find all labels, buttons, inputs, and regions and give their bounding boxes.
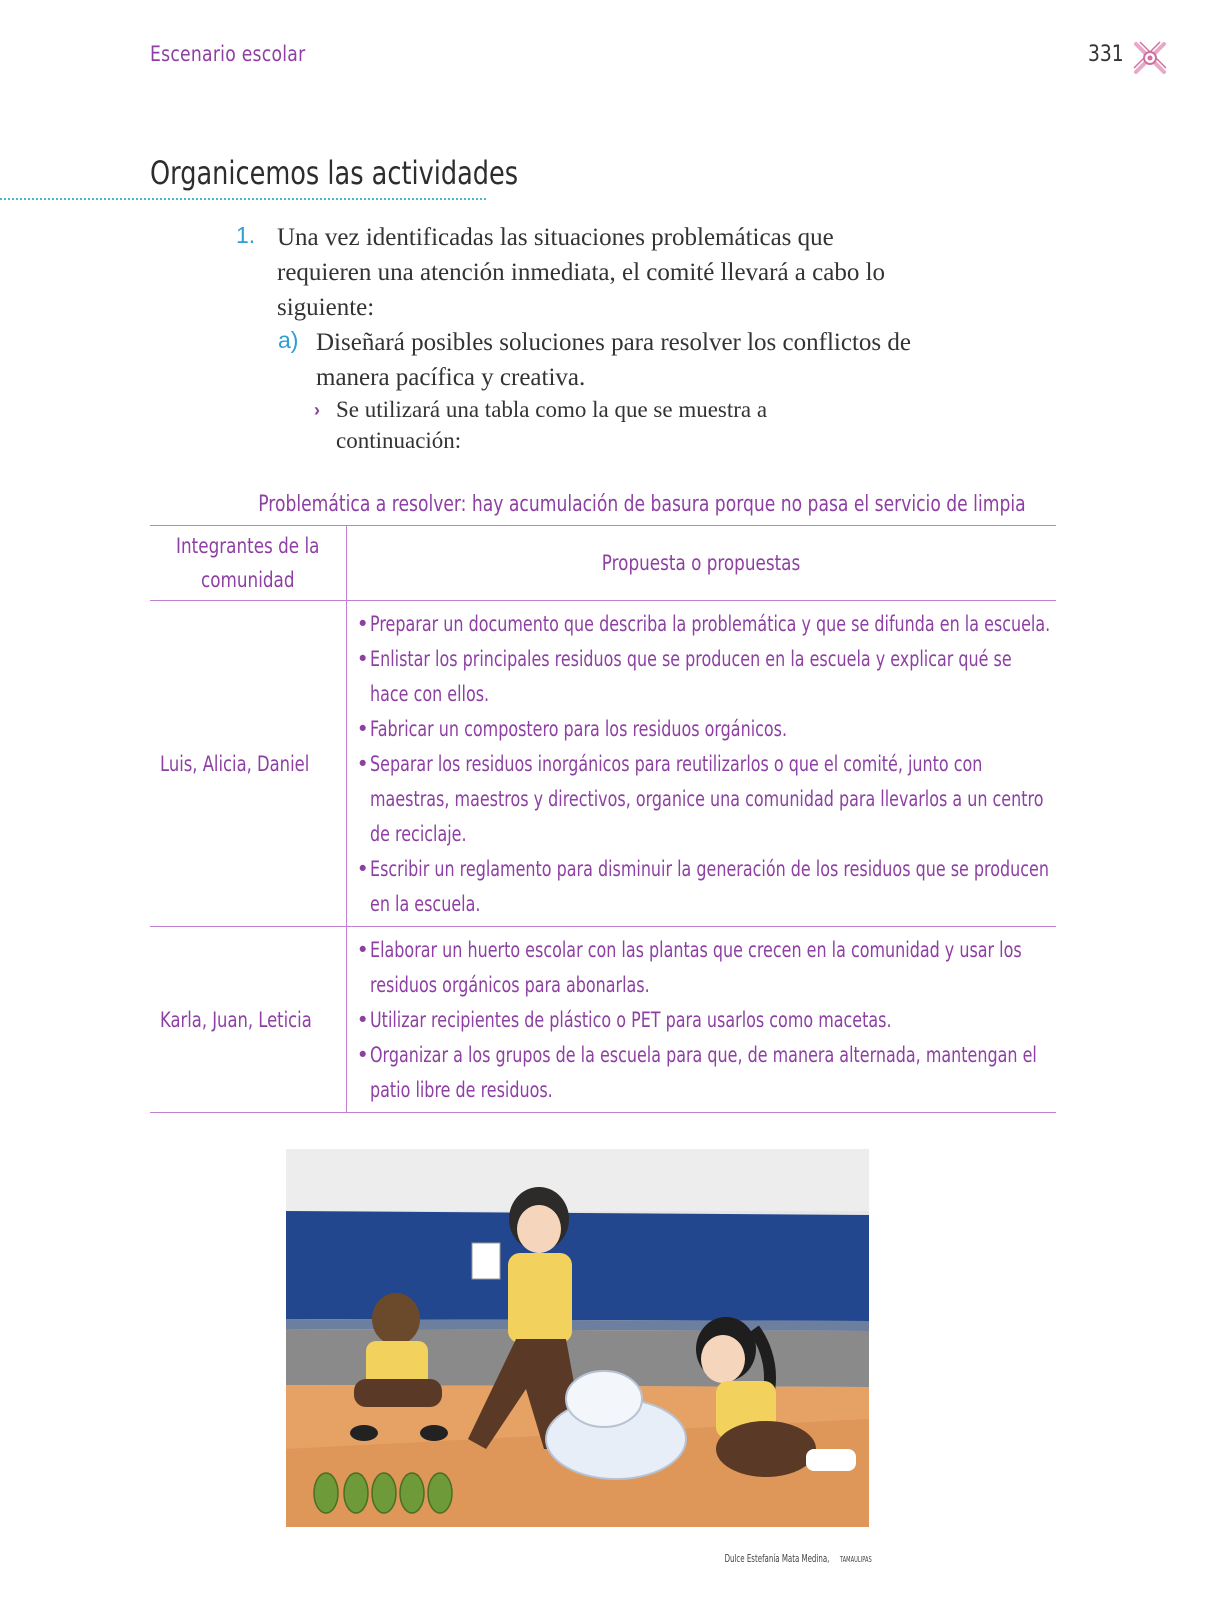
page-number: 331	[1088, 42, 1124, 67]
plastic-bottles	[314, 1473, 452, 1513]
proposal-item: • Separar los residuos inorgánicos para reutilizarlos o que el comité, junto con maestras, maestros y directivos, organice una comunidad para llevarlos a un centro de reciclaje.	[357, 747, 1057, 852]
proposal-item: • Fabricar un compostero para los residuos orgánicos.	[357, 712, 1057, 747]
members-cell: Luis, Alicia, Daniel	[150, 601, 346, 927]
members-cell: Karla, Juan, Leticia	[150, 927, 346, 1113]
ornament-icon	[1130, 38, 1170, 78]
table-header-row	[150, 526, 1056, 601]
step-number: 1.	[236, 222, 256, 248]
proposals-cell	[346, 927, 1056, 1113]
section-title: Organicemos las actividades	[150, 154, 519, 192]
proposal-item: • Enlistar los principales residuos que se producen en la escuela y explicar qué se hace con ellos.	[357, 642, 1057, 712]
substep-letter: a)	[278, 327, 299, 353]
bullet-marker-icon: ›	[314, 400, 320, 420]
image-credit: Dulce Estefanía Mata Medina, TAMAULIPAS	[724, 1552, 872, 1565]
proposal-item: • Utilizar recipientes de plástico o PET para usarlos como macetas.	[357, 1003, 1057, 1038]
column-header-proposals: Propuesta o propuestas	[346, 526, 1056, 601]
proposal-item: • Elaborar un huerto escolar con las plantas que crecen en la comunidad y usar los residuos orgánicos para abonarlas.	[357, 933, 1057, 1003]
running-header: Escenario escolar	[150, 42, 306, 66]
step-text: Una vez identificadas las situaciones problemáticas que requieren una atención inmediata, el comité llevará a cabo lo siguiente:	[277, 224, 886, 321]
proposal-table	[150, 525, 1056, 1113]
bullet-text: Se utilizará una tabla como la que se muestra a continuación:	[336, 397, 768, 453]
table-title: Problemática a resolver: hay acumulación de basura porque no pasa el servicio de limpia	[258, 492, 1026, 517]
table-row	[150, 601, 1056, 927]
title-divider	[0, 198, 486, 200]
proposal-item: • Organizar a los grupos de la escuela para que, de manera alternada, mantengan el patio libre de residuos.	[357, 1038, 1057, 1108]
table-row	[150, 927, 1056, 1113]
illustration-students-collecting-trash	[286, 1149, 869, 1527]
column-header-members: Integrantes de la comunidad	[150, 526, 346, 601]
proposal-item: • Preparar un documento que describa la problemática y que se difunda en la escuela.	[357, 607, 1057, 642]
proposal-item: • Escribir un reglamento para disminuir la generación de los residuos que se producen en la escuela.	[357, 852, 1057, 922]
substep-text: Diseñará posibles soluciones para resolver los conflictos de manera pacífica y creativa.	[316, 329, 911, 391]
proposals-cell	[346, 601, 1056, 927]
